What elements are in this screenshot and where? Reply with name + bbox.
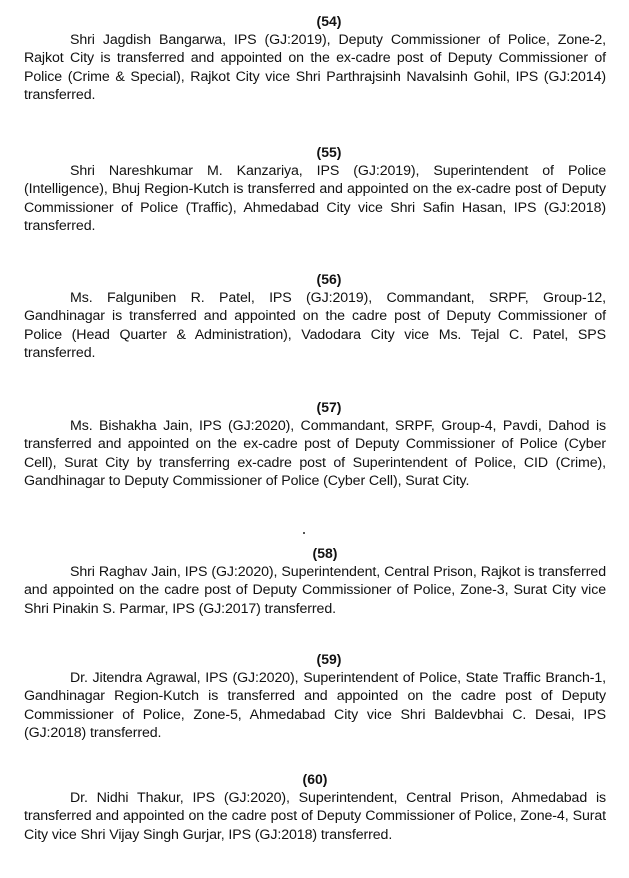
- entry-text: Dr. Jitendra Agrawal, IPS (GJ:2020), Superintendent of Police, State Traffic Branch-1, Gandhinagar Region-Kutch is transferred and appointed on the cadre post of Deputy Commissioner of Police, Zone-5, Ahmedabad City vice Shri Baldevbhai C. Desai, IPS (GJ:2018) transferred.: [24, 670, 606, 742]
- order-entry-56: [24, 270, 606, 363]
- entry-text: Shri Jagdish Bangarwa, IPS (GJ:2019), Deputy Commissioner of Police, Zone-2, Rajkot City is transferred and appointed on the ex-cadre post of Deputy Commissioner of Police (Crime & Special), Rajkot City vice Shri Parthrajsinh Navalsinh Gohil, IPS (GJ:2014) transferred.: [24, 32, 606, 104]
- entry-text: Shri Nareshkumar M. Kanzariya, IPS (GJ:2019), Superintendent of Police (Intelligence), Bhuj Region-Kutch is transferred and appointed on the ex-cadre post of Deputy Commissioner of Police (Traffic), Ahmedabad City vice Shri Safin Hasan, IPS (GJ:2018) transferred.: [24, 163, 606, 235]
- entry-number: (56): [316, 271, 342, 287]
- order-entry-57: [24, 398, 606, 491]
- entry-number: (55): [316, 144, 342, 160]
- scan-speck: [303, 532, 305, 534]
- entry-number: (58): [312, 545, 338, 561]
- order-entry-58: [24, 544, 606, 618]
- entry-text: Ms. Bishakha Jain, IPS (GJ:2020), Commandant, SRPF, Group-4, Pavdi, Dahod is transferred and appointed on the ex-cadre post of Deputy Commissioner of Police (Cyber Cell), Surat City by transferring ex-cadre post of Superintendent of Police, CID (Crime), Gandhinagar to Deputy Commissioner of Police (Cyber Cell), Surat City.: [24, 418, 606, 490]
- entry-number: (54): [316, 13, 342, 29]
- order-entry-60: [24, 770, 606, 844]
- entry-text: Dr. Nidhi Thakur, IPS (GJ:2020), Superintendent, Central Prison, Ahmedabad is transferred and appointed on the cadre post of Deputy Commissioner of Police, Zone-4, Surat City vice Shri Vijay Singh Gurjar, IPS (GJ:2018) transferred.: [24, 790, 606, 843]
- entry-number: (60): [302, 771, 328, 787]
- order-entry-54: [24, 12, 606, 105]
- entry-number: (59): [316, 651, 342, 667]
- entry-text: Ms. Falguniben R. Patel, IPS (GJ:2019), Commandant, SRPF, Group-12, Gandhinagar is transferred and appointed on the cadre post of Deputy Commissioner of Police (Head Quarter & Administration), Vadodara City vice Ms. Tejal C. Patel, SPS transferred.: [24, 290, 606, 362]
- order-entry-59: [24, 650, 606, 743]
- order-entry-55: [24, 143, 606, 236]
- entry-number: (57): [316, 399, 342, 415]
- entry-text: Shri Raghav Jain, IPS (GJ:2020), Superintendent, Central Prison, Rajkot is transferred and appointed on the cadre post of Deputy Commissioner of Police, Zone-3, Surat City vice Shri Pinakin S. Parmar, IPS (GJ:2017) transferred.: [24, 564, 606, 617]
